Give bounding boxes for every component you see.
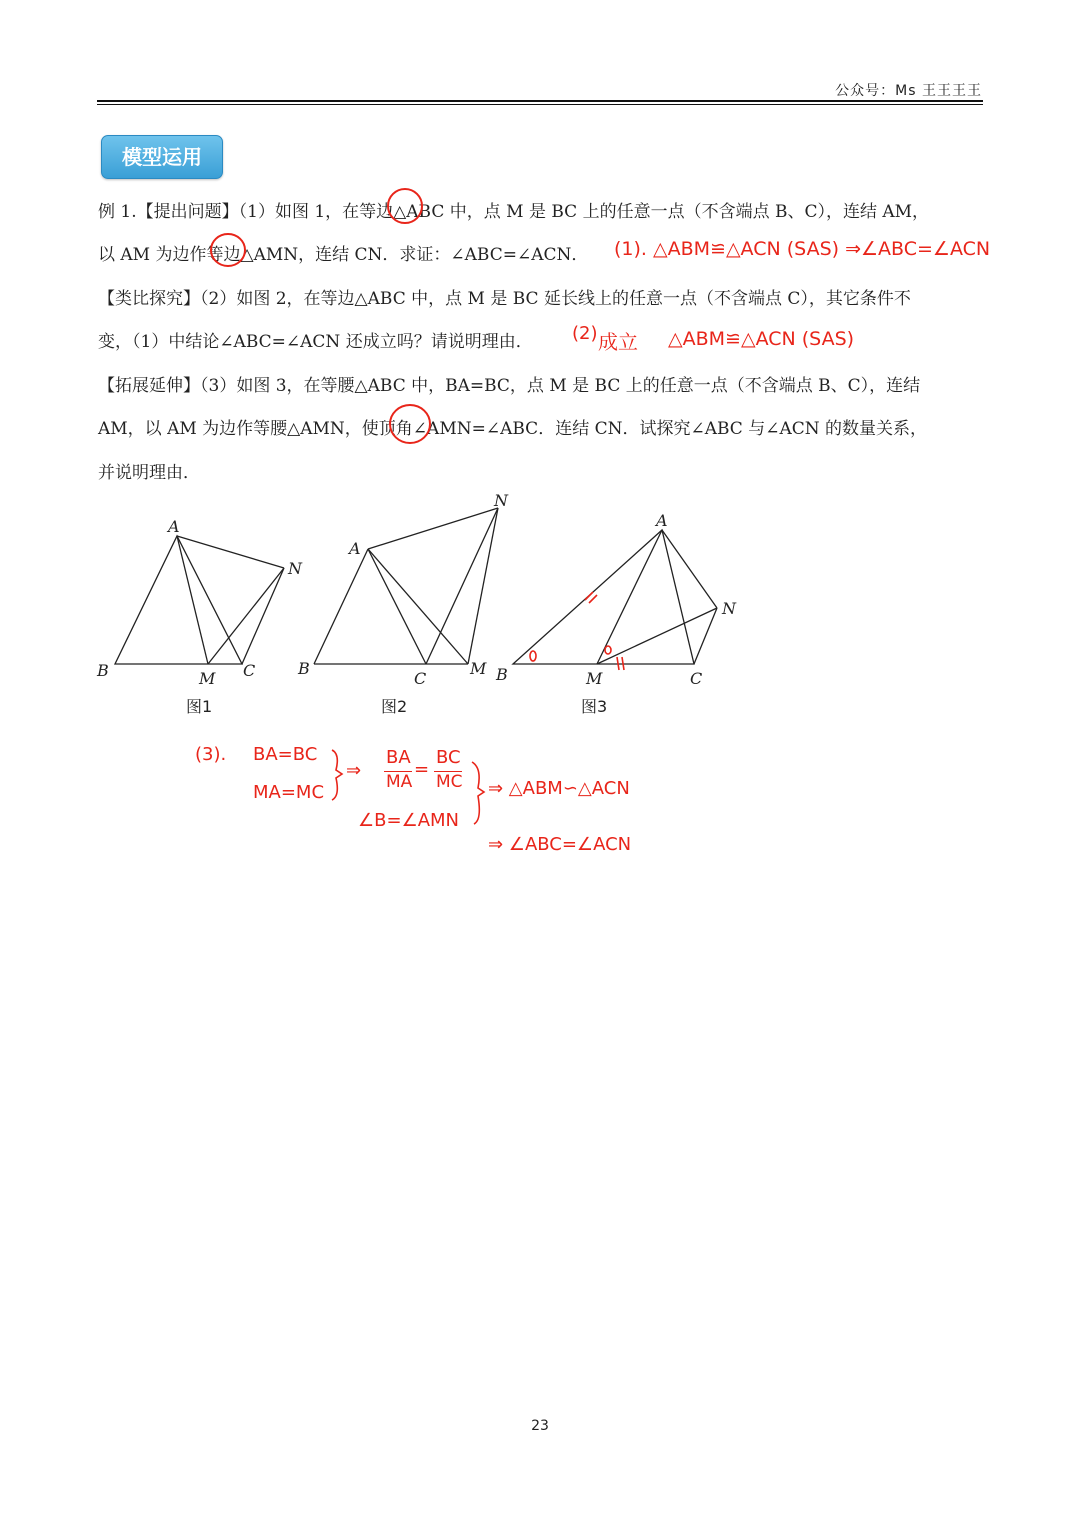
fig3-label-c: C (690, 669, 703, 688)
fraction-equals: = (414, 759, 430, 780)
fig1-label-c: C (243, 661, 256, 680)
annotation-part2-word: 成立 (598, 330, 638, 354)
problem-line-5: 【拓展延伸】（3）如图 3，在等腰△ABC 中，BA=BC，点 M 是 BC 上的任意一点（不含端点 B、C），连结 (98, 376, 921, 396)
fig3-label-a: A (656, 511, 668, 530)
fig3-label-m: M (586, 669, 603, 688)
annotation-part3-angle: ∠B=∠AMN (358, 810, 460, 831)
annotation-part3-arrow: ⇒ (346, 760, 362, 781)
fig2-label-b: B (298, 659, 310, 678)
fig3-label-n: N (722, 599, 736, 618)
annotation-part1: (1). △ABM≌△ACN (SAS) ⇒∠ABC=∠ACN (614, 238, 991, 260)
fig2-label-c: C (414, 669, 427, 688)
fig2-label-a: A (349, 539, 361, 558)
header-account: 公众号：Ms 王王王王 (835, 83, 982, 99)
problem-line-2: 以 AM 为边作等边△AMN，连结 CN．求证：∠ABC=∠ACN． (98, 245, 589, 265)
annotation-part3-ma-mc: MA=MC (253, 782, 325, 803)
figure-3 (513, 530, 717, 664)
fig2-caption: 图2 (381, 697, 408, 716)
fraction-2-denominator: MC (436, 772, 463, 792)
fig1-label-m: M (199, 669, 216, 688)
annotation-part3-similar: ⇒ △ABM∽△ACN (488, 778, 630, 799)
fig1-label-a: A (168, 517, 180, 536)
circle-mark-2 (211, 234, 245, 266)
problem-line-4: 变，（1）中结论∠ABC=∠ACN 还成立吗？请说明理由． (98, 332, 533, 352)
fig1-caption: 图1 (186, 697, 213, 716)
problem-line-1: 例 1.【提出问题】（1）如图 1，在等边△ABC 中，点 M 是 BC 上的任意一点（不含端点 B、C），连结 AM， (98, 202, 930, 222)
section-badge: 模型运用 (101, 135, 223, 179)
annotation-part2-proof: △ABM≌△ACN (SAS) (668, 328, 855, 350)
fig3-label-b: B (496, 665, 508, 684)
problem-line-6: AM，以 AM 为边作等腰△AMN，使顶角∠AMN=∠ABC．连结 CN．试探究∠ABC 与∠ACN 的数量关系， (98, 419, 928, 439)
fig2-label-m: M (470, 659, 487, 678)
fig1-label-b: B (97, 661, 109, 680)
annotation-part2-mark: (2) (572, 323, 598, 344)
annotation-part3-result: ⇒ ∠ABC=∠ACN (488, 834, 632, 855)
figures (0, 490, 1080, 730)
fig3-caption: 图3 (581, 697, 608, 716)
annotation-part3-ba-bc: BA=BC (253, 744, 318, 765)
circle-mark-3 (390, 405, 430, 443)
fraction-1-denominator: MA (386, 772, 413, 792)
page-number: 23 (531, 1418, 549, 1434)
figure-2 (314, 508, 498, 664)
problem-line-3: 【类比探究】（2）如图 2，在等边△ABC 中，点 M 是 BC 延长线上的任意一点（不含端点 C），其它条件不 (98, 289, 911, 309)
fraction-2-numerator: BC (436, 747, 461, 768)
problem-line-7: 并说明理由． (98, 463, 200, 483)
circle-mark-1 (388, 189, 422, 223)
fig1-label-n: N (288, 559, 302, 578)
fraction-1-numerator: BA (386, 747, 411, 768)
fig2-label-n: N (494, 491, 508, 510)
figure-1 (115, 536, 284, 664)
annotation-part3-label: (3). (195, 744, 227, 765)
